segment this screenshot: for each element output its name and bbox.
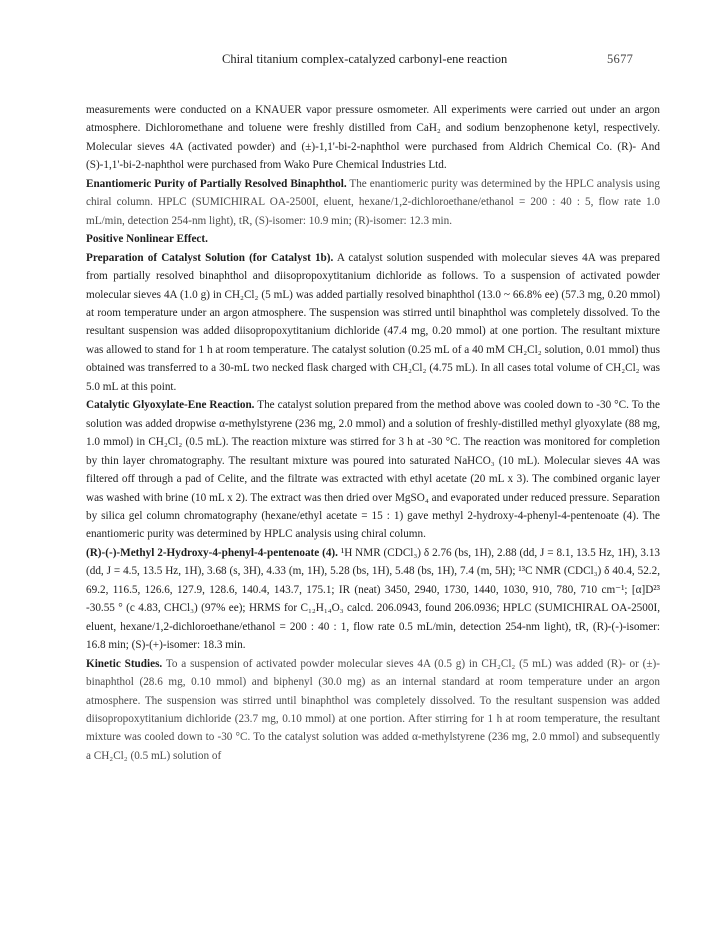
paragraph-kinetic-studies [86, 655, 660, 766]
body-text [86, 101, 660, 765]
paragraph-heading: (R)-(-)-Methyl 2-Hydroxy-4-phenyl-4-pentenoate (4). [86, 546, 338, 559]
paragraph-text: The enantiomeric purity was determined by the HPLC analysis using chiral column. HPLC (SUMICHIRAL OA-2500I, eluent, hexane/1,2-dichloroethane/ethanol = 200 : 40 : 5, flow rate 1.0 mL/min, detection 254-nm light), tR, (S)-isomer: 10.9 min; (R)-isomer: 12.3 min. [86, 177, 660, 227]
running-title: Chiral titanium complex-catalyzed carbonyl-ene reaction [222, 52, 508, 66]
paragraph-heading: Preparation of Catalyst Solution (for Catalyst 1b). [86, 251, 334, 264]
paragraph-product-characterization [86, 544, 660, 655]
paragraph-heading: Kinetic Studies. [86, 657, 163, 670]
paragraph-ene-reaction [86, 396, 660, 544]
page-number: 5677 [607, 52, 634, 66]
running-head [0, 52, 720, 72]
paragraph-heading: Catalytic Glyoxylate-Ene Reaction. [86, 399, 255, 412]
paragraph-text: A catalyst solution suspended with molecular sieves 4A was prepared from partially resolved binaphthol and diisopropoxytitanium dichloride as follows. To a suspension of activated powder molecular sieves 4A (1.0 g) in CH₂Cl₂ (5 mL) was added partially resolved binaphthol (13.0 ~ 66.8% ee) (57.3 mg, 0.20 mmol) at room temperature under an argon atmosphere. The suspension was stirred until binaphthol was completely dissolved. To the resultant suspension was added diisopropoxytitanium dichloride (47.4 mg, 0.20 mmol) at one portion. The resultant mixture was allowed to stand for 1 h at room temperature. The catalyst solution (0.25 mL of a 40 mM CH₂Cl₂ solution, 0.01 mmol) thus obtained was transferred to a 30-mL two necked flask charged with CH₂Cl₂ (4.75 mL). In all cases total volume of CH₂Cl₂ was 5.0 mL at this point. [86, 251, 660, 393]
paragraph-nonlinear-effect [86, 230, 660, 248]
paragraph-enantiomeric-purity [86, 175, 660, 230]
paragraph-heading: Positive Nonlinear Effect. [86, 233, 208, 246]
paragraph-text: The catalyst solution prepared from the method above was cooled down to -30 °C. To the solution was added dropwise α-methylstyrene (236 mg, 2.0 mmol) and a solution of freshly-distilled methyl glyoxylate (88 mg, 1.0 mmol) in CH₂Cl₂ (0.5 mL). The reaction mixture was stirred for 3 h at -30 °C. The reaction was monitored for completion by thin layer chromatography. The resultant mixture was poured into saturated NaHCO₃ (10 mL). Molecular sieves 4A was filtered off through a pad of Celite, and the filtrate was extracted with ethyl acetate (20 mL x 3). The combined organic layer was washed with brine (10 mL x 2). The extract was then dried over MgSO₄ and evaporated under reduced pressure. Separation by silica gel column chromatography (hexane/ethyl acetate = 15 : 1) gave methyl 2-hydroxy-4-phenyl-4-pentenoate (4). The enantiomeric purity was determined by HPLC analysis using chiral column. [86, 399, 660, 541]
paragraph-heading: Enantiomeric Purity of Partially Resolved Binaphthol. [86, 177, 347, 190]
paragraph-text: To a suspension of activated powder molecular sieves 4A (0.5 g) in CH₂Cl₂ (5 mL) was added (R)- or (±)-binaphthol (28.6 mg, 0.10 mmol) and biphenyl (30.0 mg) as an internal standard at room temperature under an argon atmosphere. The suspension was stirred until binaphthol was completely dissolved. To the resultant suspension was added diisopropoxytitanium dichloride (23.7 mg, 0.10 mmol) at one portion. After stirring for 1 h at room temperature, the resultant mixture was cooled down to -30 °C. To the catalyst solution was added α-methylstyrene (236 mg, 2.0 mmol) and subsequently a CH₂Cl₂ (0.5 mL) solution of [86, 657, 660, 762]
paragraph-text: measurements were conducted on a KNAUER vapor pressure osmometer. All experiments were carried out under an argon atmosphere. Dichloromethane and toluene were freshly distilled from CaH₂ and sodium benzophenone ketyl, respectively. Molecular sieves 4A (activated powder) and (±)-1,1'-bi-2-naphthol were purchased from Aldrich Chemical Co. (R)- And (S)-1,1'-bi-2-naphthol were purchased from Wako Pure Chemical Industries Ltd. [86, 104, 660, 172]
paragraph-materials [86, 101, 660, 175]
paragraph-catalyst-preparation [86, 249, 660, 397]
paragraph-text: ¹H NMR (CDCl₃) δ 2.76 (bs, 1H), 2.88 (dd, J = 8.1, 13.5 Hz, 1H), 3.13 (dd, J = 4.5, 13.5 Hz, 1H), 3.68 (s, 3H), 4.33 (m, 1H), 5.28 (bs, 1H), 5.48 (bs, 1H), 7.4 (m, 5H); ¹³C NMR (CDCl₃) δ 40.4, 52.2, 69.2, 116.5, 126.6, 127.9, 128.6, 140.4, 143.7, 175.1; IR (neat) 3450, 2940, 1730, 1440, 1030, 910, 780, 710 cm⁻¹; [α]D²³ -30.55 ° (c 4.83, CHCl₃) (97% ee); HRMS for C₁₂H₁₄O₃ calcd. 206.0943, found 206.0936; HPLC (SUMICHIRAL OA-2500I, eluent, hexane/1,2-dichloroethane/ethanol = 200 : 40 : 1, flow rate 0.5 mL/min, detection 254-nm light), tR, (R)-(-)-isomer: 16.8 min; (S)-(+)-isomer: 18.3 min. [86, 546, 661, 652]
